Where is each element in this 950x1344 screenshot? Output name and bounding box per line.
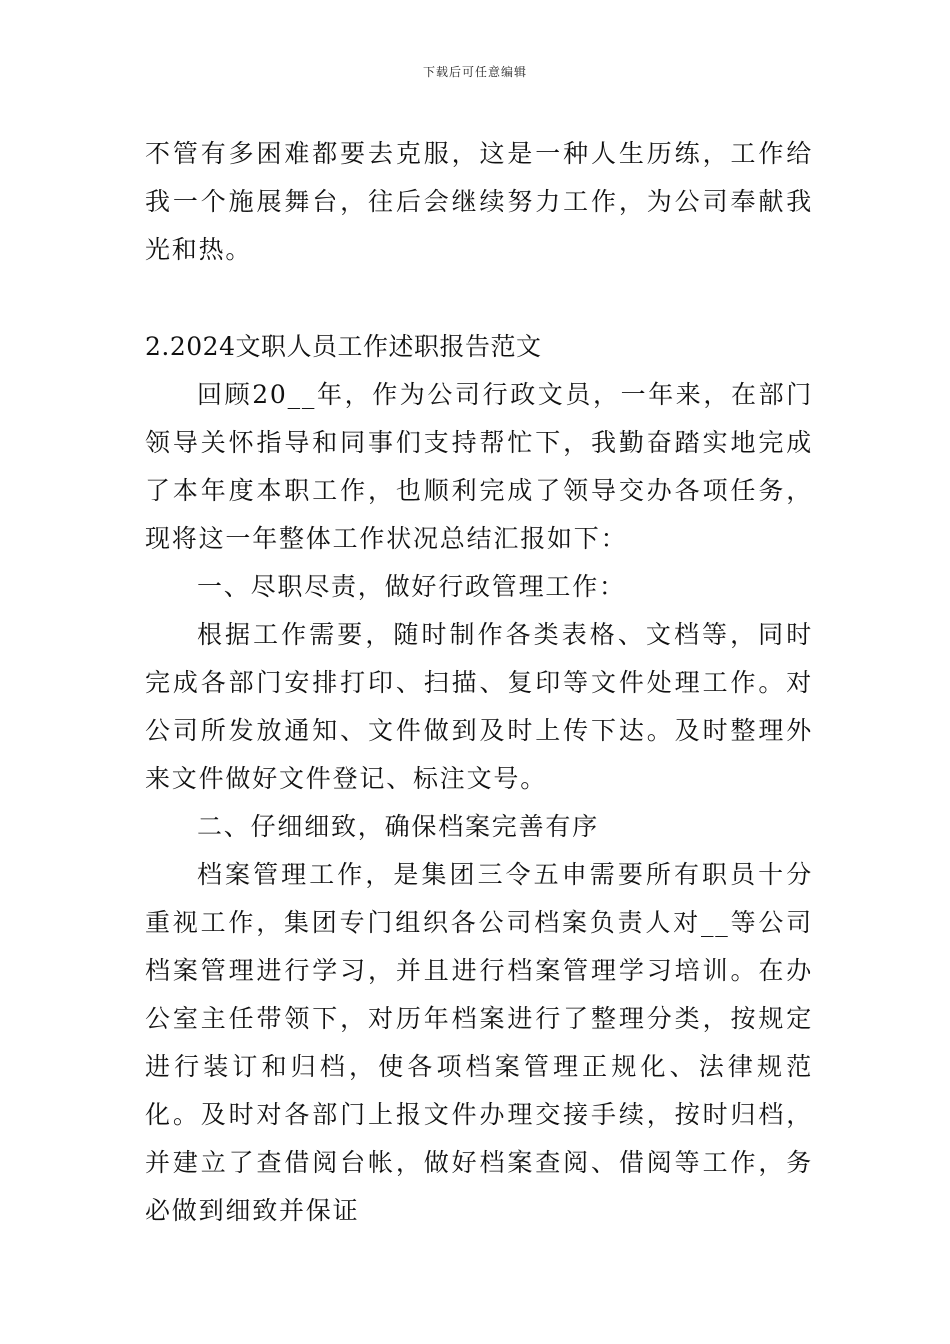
section-heading: 2.2024文职人员工作述职报告范文	[145, 332, 542, 361]
document-body	[145, 130, 813, 1235]
paragraph-one: 根据工作需要，随时制作各类表格、文档等，同时完成各部门安排打印、扫描、复印等文件处理工作。对公司所发放通知、文件做到及时上传下达。及时整理外来文件做好文件登记、标注文号。	[145, 620, 813, 793]
subheading-one: 一、尽职尽责，做好行政管理工作：	[197, 572, 626, 601]
paragraph-review: 回顾20__年，作为公司行政文员，一年来，在部门领导关怀指导和同事们支持帮忙下，我勤奋踏实地完成了本年度本职工作，也顺利完成了领导交办各项任务，现将这一年整体工作状况总结汇报如下：	[145, 380, 813, 553]
intro-paragraph: 不管有多困难都要去克服，这是一种人生历练，工作给我一个施展舞台，往后会继续努力工作，为公司奉献我光和热。	[145, 139, 813, 264]
paragraph-two: 档案管理工作，是集团三令五申需要所有职员十分重视工作，集团专门组织各公司档案负责人对__等公司档案管理进行学习，并且进行档案管理学习培训。在办公室主任带领下，对历年档案进行了整理分类，按规定进行装订和归档，使各项档案管理正规化、法律规范化。及时对各部门上报文件办理交接手续，按时归档，并建立了查借阅台帐，做好档案查阅、借阅等工作，务必做到细致并保证	[145, 860, 813, 1225]
header-note: 下载后可任意编辑	[422, 65, 527, 79]
subheading-two: 二、仔细细致，确保档案完善有序	[197, 812, 600, 841]
